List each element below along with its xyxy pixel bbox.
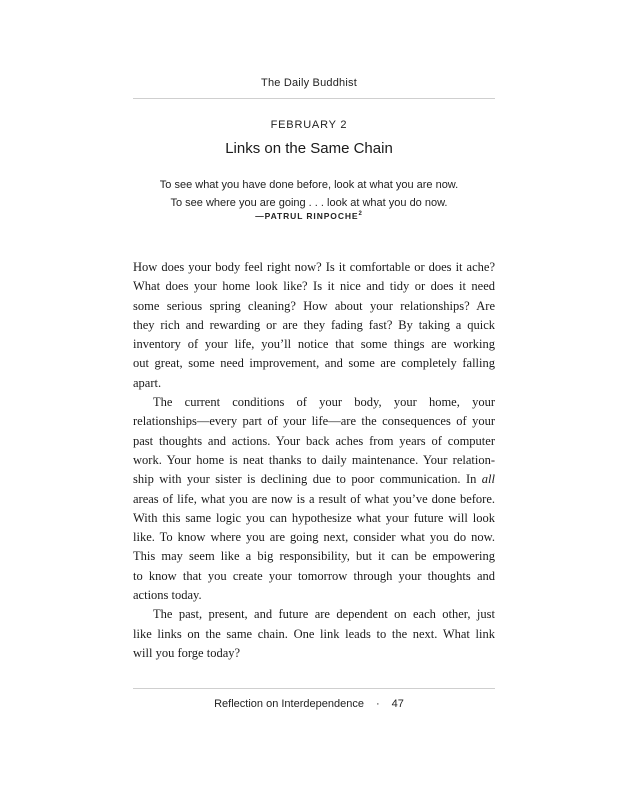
body-line: like links on the same chain. One link leads to the next. What link — [133, 626, 495, 641]
footer-separator: · — [375, 698, 380, 710]
body-line — [133, 470, 495, 489]
running-head: The Daily Buddhist — [261, 77, 357, 89]
body-line: relationships—every part of your life—are the consequences of your — [133, 414, 495, 429]
body-line: actions today. — [133, 588, 202, 603]
body-line: to know that you create your tomorrow through your thoughts and — [133, 568, 495, 583]
footnote-marker: 2 — [358, 211, 363, 218]
epigraph-line-1: To see what you have done before, look at what you are now. — [159, 179, 459, 191]
footer-rule — [133, 688, 495, 689]
body-line: inventory of your life, you’ll notice that some things are working — [133, 337, 495, 352]
body-line: apart. — [133, 375, 162, 390]
body-line: work. Your home is neat thanks to daily maintenance. Your relation- — [133, 452, 495, 467]
body-text — [133, 258, 495, 663]
body-line-text: ship with your sister is declining due to poor communication. In — [133, 472, 477, 487]
body-line: The past, present, and future are dependent on each other, just — [153, 607, 495, 622]
body-line: out great, some need improvement, and some are completely falling — [133, 356, 495, 371]
page-number: 47 — [391, 698, 404, 710]
body-line: This may seem like a big responsibility, but it can be empowering — [133, 549, 495, 564]
epigraph — [0, 176, 618, 212]
entry-title: Links on the Same Chain — [225, 140, 393, 157]
emphasis-word: all — [481, 472, 495, 487]
header-rule — [133, 98, 495, 99]
body-line: they rich and rewarding or are they fading fast? By taking a quick — [133, 317, 495, 332]
attribution-name: —PATRUL RINPOCHE — [255, 211, 359, 221]
epigraph-line-2: To see where you are going . . . look at what you do now. — [170, 197, 448, 209]
body-line: like. To know where you are going next, consider what you do now. — [133, 530, 495, 545]
body-line: The current conditions of your body, your home, your — [153, 395, 495, 410]
body-line: How does your body feel right now? Is it comfortable or does it ache? — [133, 260, 495, 274]
body-line: will you forge today? — [133, 645, 241, 660]
body-line: What does your home look like? Is it nice and tidy or does it need — [133, 279, 495, 294]
body-line: With this same logic you can hypothesize what your future will look — [133, 510, 495, 525]
body-line: areas of life, what you are now is a result of what you’ve done before. — [133, 491, 495, 506]
epigraph-attribution — [0, 211, 618, 221]
body-line: past thoughts and actions. Your back aches from years of computer — [133, 433, 495, 448]
page-footer — [0, 698, 618, 710]
footer-section-title: Reflection on Interdependence — [214, 698, 364, 710]
entry-date: FEBRUARY 2 — [270, 119, 348, 131]
body-line: some serious spring cleaning? How about your relationships? Are — [133, 298, 495, 313]
